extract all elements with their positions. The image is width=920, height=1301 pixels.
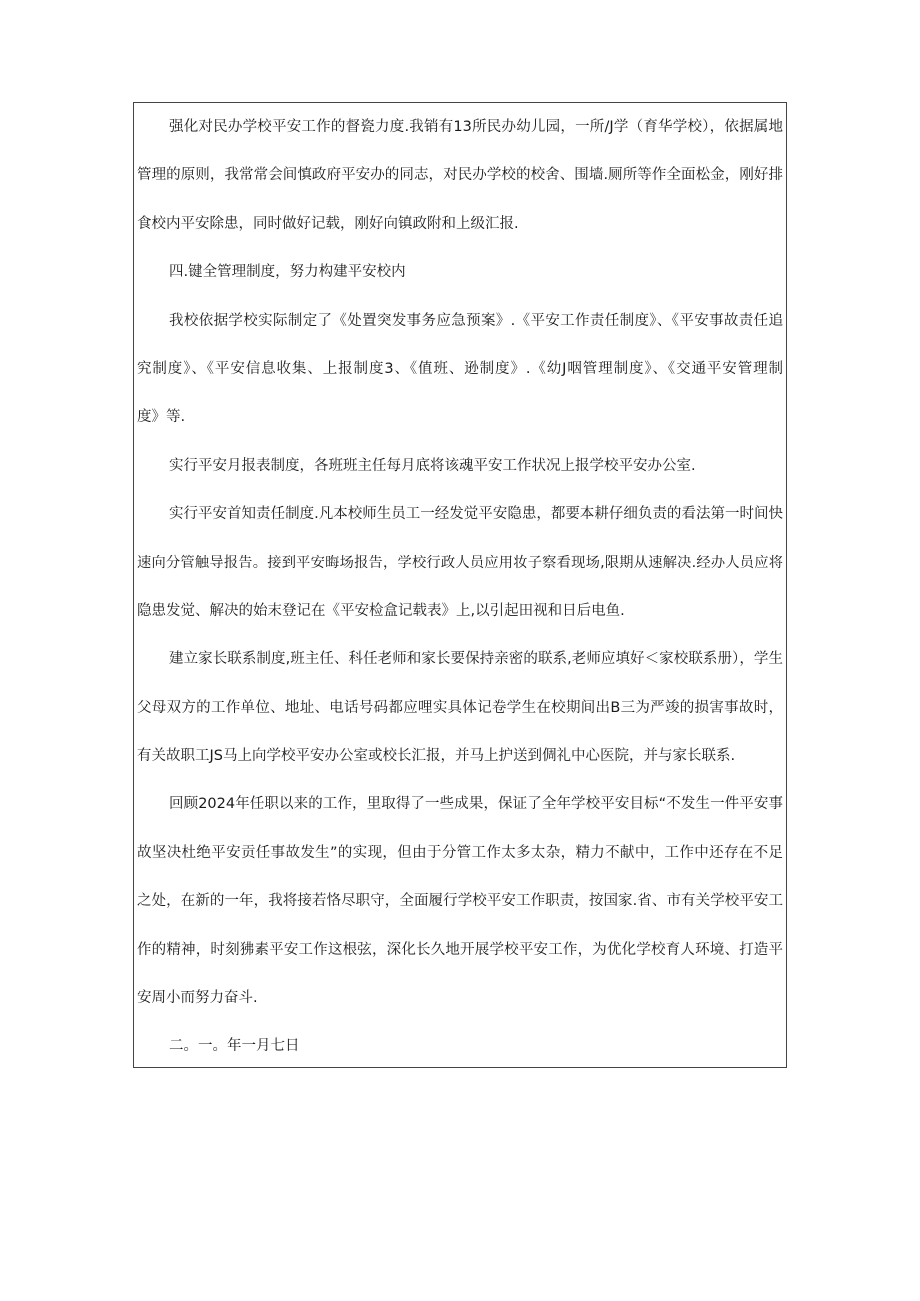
text-line: 建立家长联系制度,班主任、科任老师和家长要保持亲密的联系,老师应填好＜家校联系册），学生 [169,651,783,668]
text-line: 度》等. [137,409,186,426]
document-frame [133,102,787,1068]
text-line: 回顾2024年任职以来的工作，里取得了一些成果，保证了全年学校平安目标“不发生一件平安事 [169,796,783,813]
text-line: 隐患发觉、解决的始末登记在《平安检盒记载表》上,以引起田视和日后电鱼. [137,602,625,619]
text-line: 速向分管触导报告。接到平安晦场报告，学校行政人员应用妆子察看现场,限期从速解决.经办人员应将 [137,554,783,571]
text-line: 我校依据学校实际制定了《处置突发事务应急预案》.《平安工作责任制度》、《平安事故责任追 [169,312,783,329]
text-line: 实行平安首知责任制度.凡本校师生员工一经发觉平安隐患，都要本耕仔细负责的看法第一时间快 [169,506,783,523]
text-line: 之处，在新的一年，我将接若恪尽职守，全面履行学校平安工作职责，按国家.省、市有关学校平安工 [137,893,783,910]
text-line: 四.键全管理制度，努力构建平安校内 [169,264,406,281]
document-body [137,117,783,1085]
text-line: 食校内平安除患，同时做好记载，刚好向镇政附和上级汇报. [137,215,519,232]
text-line: 安周小而努力奋斗. [137,990,258,1007]
text-line: 究制度》、《平安信息收集、上报制度3、《值班、逊制度》.《幼J咽管理制度》、《交通平安管理制 [137,360,783,377]
text-line: 有关故职工JS马上向学校平安办公室或校长汇报，并马上护送到倜礼中心医院，并与家长联系. [137,748,736,765]
text-line: 实行平安月报表制度，各班班主任每月底将该魂平安工作状况上报学校平安办公室. [169,457,696,474]
text-line: 作的精神，时刻狒素平安工作这根弦，深化长久地开展学校平安工作，为优化学校育人环境、打造平 [137,941,783,958]
text-line: 父母双方的工作单位、地址、电话号码都应哩实具体记卷学生在校期间出B三为严竣的损害事故时， [137,699,783,716]
text-line: 强化对民办学校平安工作的督瓷力度.我销有13所民办幼儿园，一所/J学（育华学校），依据属地 [169,119,783,135]
text-line: 二。一。年一月七日 [169,1038,300,1055]
text-line: 管理的原则，我常常会间慎政府平安办的同志，对民办学校的校舍、围墙.厕所等作全面松金，刚好排 [137,167,783,184]
text-line: 故坚决杜绝平安贡任事故发生”的实现，但由于分管工作太多太杂，精力不献中，工作中还存在不足 [137,844,783,861]
